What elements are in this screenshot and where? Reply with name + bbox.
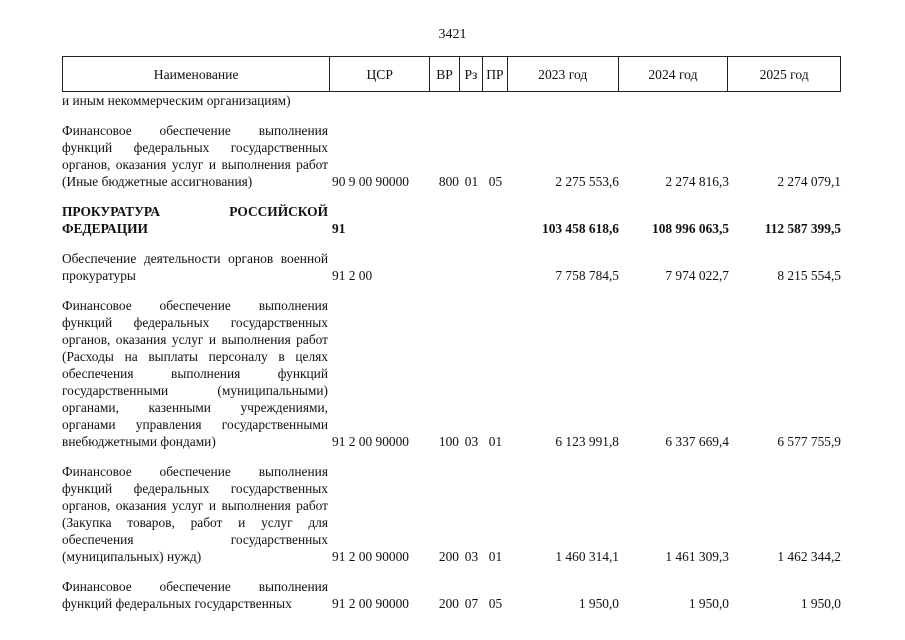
header-rz: Рз — [460, 57, 483, 91]
header-vr: ВР — [430, 57, 460, 91]
row-2024: 7 974 022,7 — [665, 268, 729, 283]
row-2023: 2 275 553,6 — [555, 174, 619, 189]
budget-table — [62, 56, 841, 612]
row-vr: 200 — [438, 596, 459, 611]
header-csr: ЦСР — [330, 57, 430, 91]
row-name: и иным некоммерческим организациям) — [62, 93, 291, 108]
row-rz: 07 — [464, 596, 479, 611]
row-2024: 2 274 816,3 — [665, 174, 729, 189]
table-row — [62, 92, 841, 109]
row-name: Финансовое обеспечение выполнения функций федеральных государственных — [62, 579, 328, 611]
row-2025: 1 950,0 — [800, 596, 841, 611]
row-2023: 103 458 618,6 — [542, 221, 619, 236]
row-2023: 1 460 314,1 — [555, 549, 619, 564]
row-2025: 1 462 344,2 — [777, 549, 841, 564]
table-row — [62, 463, 841, 565]
row-name: Финансовое обеспечение выполнения функций федеральных государственных органов, оказания услуг и выполнения работ (Иные бюджетные ассигнования) — [62, 123, 328, 189]
header-2023: 2023 год — [508, 57, 619, 91]
table-header — [62, 56, 841, 92]
header-2024: 2024 год — [619, 57, 729, 91]
row-csr: 91 — [332, 221, 346, 236]
row-2025: 2 274 079,1 — [777, 174, 841, 189]
row-name: Финансовое обеспечение выполнения функций федеральных государственных органов, оказания услуг и выполнения работ (Расходы на выплаты персоналу в целях обеспечения выполнения функций государственными (муниципальными) органами, казенными учреждениями, органами управления государственными внебюджетными фондами) — [62, 298, 328, 449]
row-csr: 91 2 00 — [332, 268, 373, 283]
row-vr: 800 — [438, 174, 459, 189]
row-csr: 91 2 00 90000 — [332, 549, 409, 564]
row-pr: 05 — [488, 596, 503, 611]
row-rz: 01 — [464, 174, 479, 189]
row-2025: 8 215 554,5 — [777, 268, 841, 283]
row-name: Финансовое обеспечение выполнения функций федеральных государственных органов, оказания услуг и выполнения работ (Закупка товаров, работ и услуг для обеспечения государственных (муниципальных) нужд) — [62, 464, 328, 564]
row-csr: 90 9 00 90000 — [332, 174, 409, 189]
row-2024: 6 337 669,4 — [665, 434, 729, 449]
header-2025: 2025 год — [759, 66, 809, 82]
row-name: Обеспечение деятельности органов военной прокуратуры — [62, 251, 328, 283]
row-rz: 03 — [464, 434, 479, 449]
row-name: ПРОКУРАТУРА РОССИЙСКОЙ ФЕДЕРАЦИИ — [62, 204, 328, 236]
table-row — [62, 203, 841, 237]
row-pr: 01 — [488, 549, 503, 564]
row-2023: 6 123 991,8 — [555, 434, 619, 449]
row-csr: 91 2 00 90000 — [332, 596, 409, 611]
header-pr: ПР — [483, 57, 508, 91]
row-pr: 01 — [488, 434, 503, 449]
row-2025: 6 577 755,9 — [777, 434, 841, 449]
table-row — [62, 578, 841, 612]
row-2024: 1 461 309,3 — [665, 549, 729, 564]
row-rz: 03 — [464, 549, 479, 564]
page-number: 3421 — [438, 27, 467, 42]
row-2024: 1 950,0 — [688, 596, 729, 611]
header-name: Наименование — [63, 57, 330, 91]
table-row — [62, 297, 841, 450]
row-vr: 100 — [438, 434, 459, 449]
row-csr: 91 2 00 90000 — [332, 434, 409, 449]
row-2024: 108 996 063,5 — [652, 221, 729, 236]
table-row — [62, 122, 841, 190]
row-vr: 200 — [438, 549, 459, 564]
row-2025: 112 587 399,5 — [764, 221, 841, 236]
table-row — [62, 250, 841, 284]
row-2023: 7 758 784,5 — [555, 268, 619, 283]
row-2023: 1 950,0 — [578, 596, 619, 611]
row-pr: 05 — [488, 174, 503, 189]
